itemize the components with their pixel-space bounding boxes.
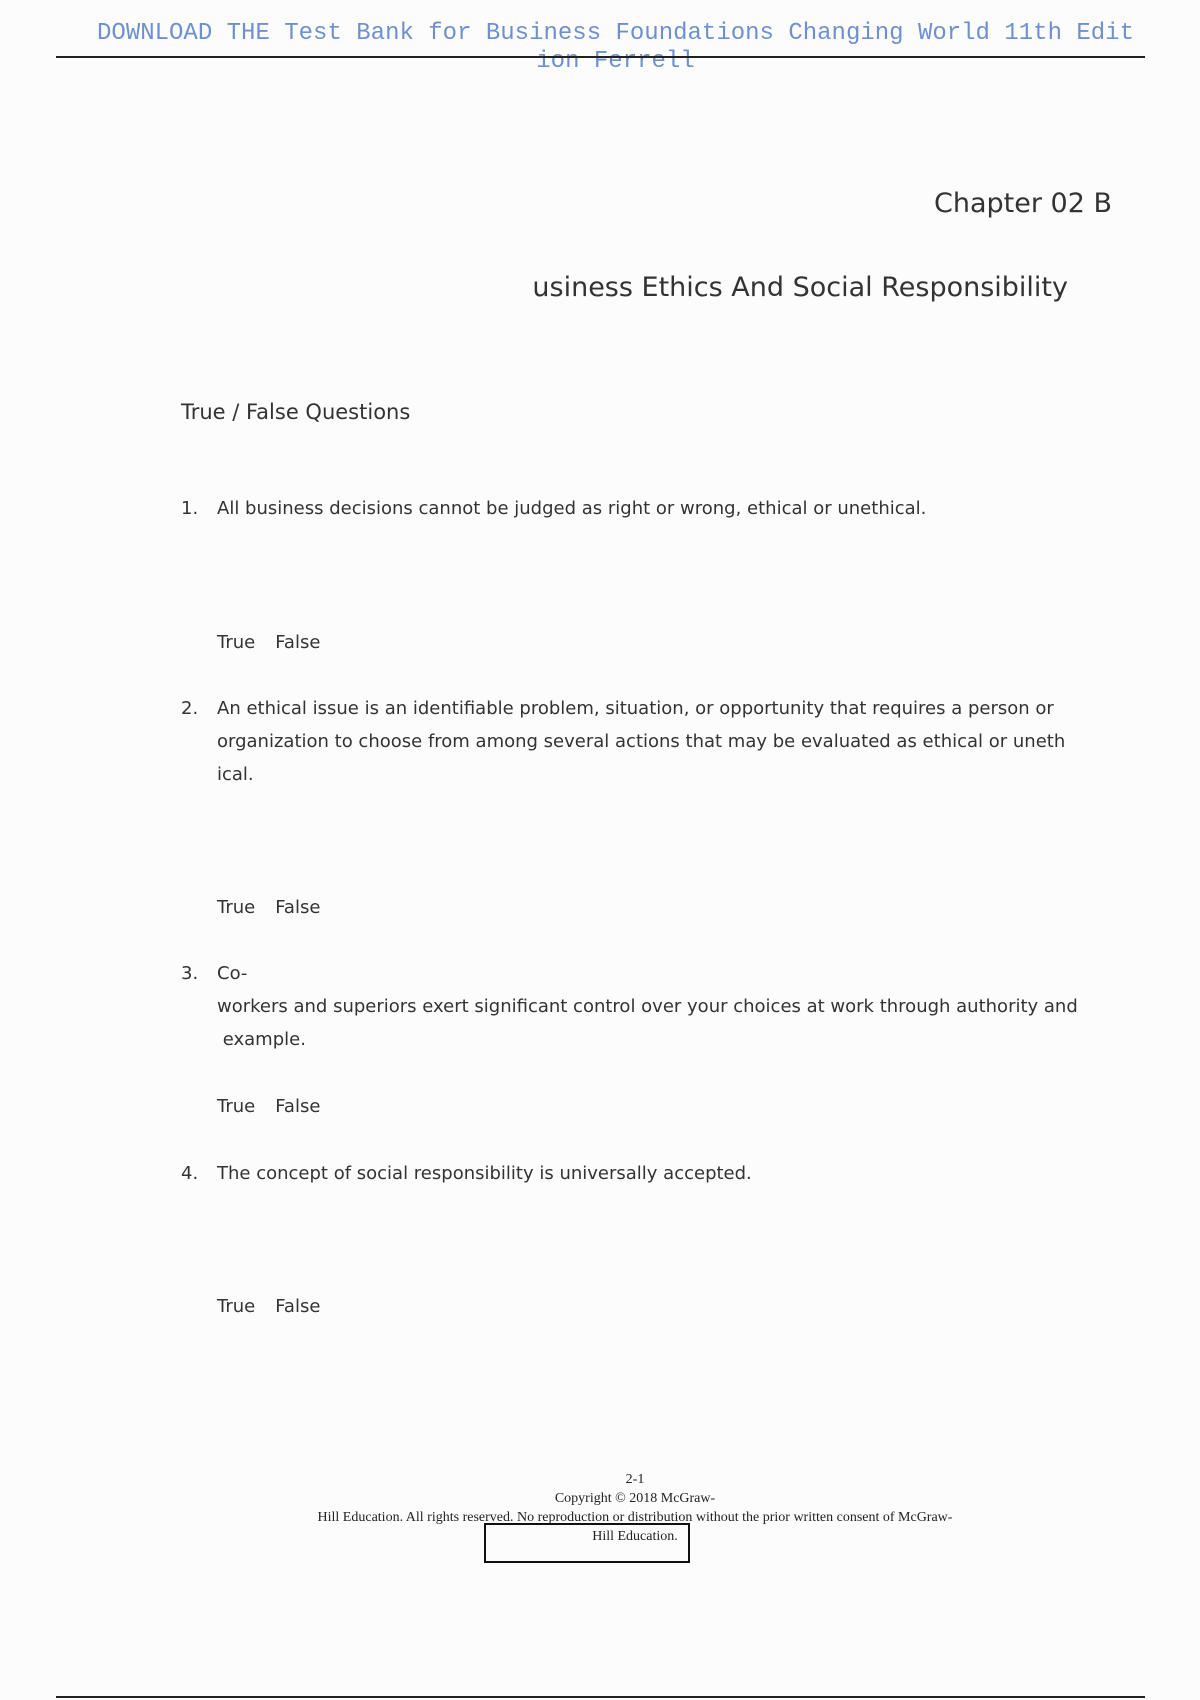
true-option: True — [217, 1096, 256, 1117]
copyright-line: Copyright © 2018 McGraw- — [554, 1491, 716, 1506]
question-text — [217, 1157, 1087, 1190]
banner-divider — [56, 56, 1145, 58]
page-number: 2-1 — [625, 1472, 645, 1487]
question-number: 3. — [181, 963, 199, 984]
false-option: False — [275, 897, 321, 918]
question-number: 4. — [181, 1163, 199, 1184]
rights-line-2: Hill Education. — [592, 1529, 678, 1544]
true-option: True — [217, 897, 256, 918]
false-option: False — [275, 1096, 321, 1117]
true-option: True — [217, 632, 256, 653]
question-line: workers and superiors exert significant control over your choices at work through authority and — [217, 996, 1078, 1017]
question-line: organization to choose from among several actions that may be evaluated as ethical or uneth — [217, 731, 1066, 752]
false-option: False — [275, 632, 321, 653]
footer-link-box[interactable] — [484, 1523, 690, 1563]
question-line: ical. — [217, 764, 254, 785]
question-text — [217, 492, 1087, 525]
true-option: True — [217, 1296, 256, 1317]
banner-line-1[interactable]: DOWNLOAD THE Test Bank for Business Foundations Changing World 11th Edit — [97, 20, 1134, 47]
question-number: 2. — [181, 698, 199, 719]
bottom-divider — [56, 1696, 1145, 1698]
question-line: The concept of social responsibility is universally accepted. — [217, 1163, 752, 1184]
question-text — [217, 957, 1087, 1056]
question-line: All business decisions cannot be judged as right or wrong, ethical or unethical. — [217, 498, 927, 519]
question-line: An ethical issue is an identifiable problem, situation, or opportunity that requires a person or — [217, 698, 1054, 719]
rights-line: Hill Education. All rights reserved. No reproduction or distribution without the prior written consent of McGraw- — [317, 1510, 953, 1525]
section-heading: True / False Questions — [181, 400, 411, 424]
answer-options-1 — [217, 632, 340, 653]
question-text — [217, 692, 1087, 791]
answer-options-4 — [217, 1296, 340, 1317]
download-banner[interactable] — [48, 20, 1183, 76]
chapter-title: Chapter 02 B — [934, 188, 1112, 219]
question-number: 1. — [181, 498, 199, 519]
answer-options-3 — [217, 1096, 340, 1117]
banner-line-2[interactable]: ion Ferrell — [536, 48, 695, 75]
question-line: example. — [217, 1029, 306, 1050]
answer-options-2 — [217, 897, 340, 918]
false-option: False — [275, 1296, 321, 1317]
chapter-subtitle: usiness Ethics And Social Responsibility — [532, 272, 1068, 303]
question-line: Co- — [217, 963, 248, 984]
